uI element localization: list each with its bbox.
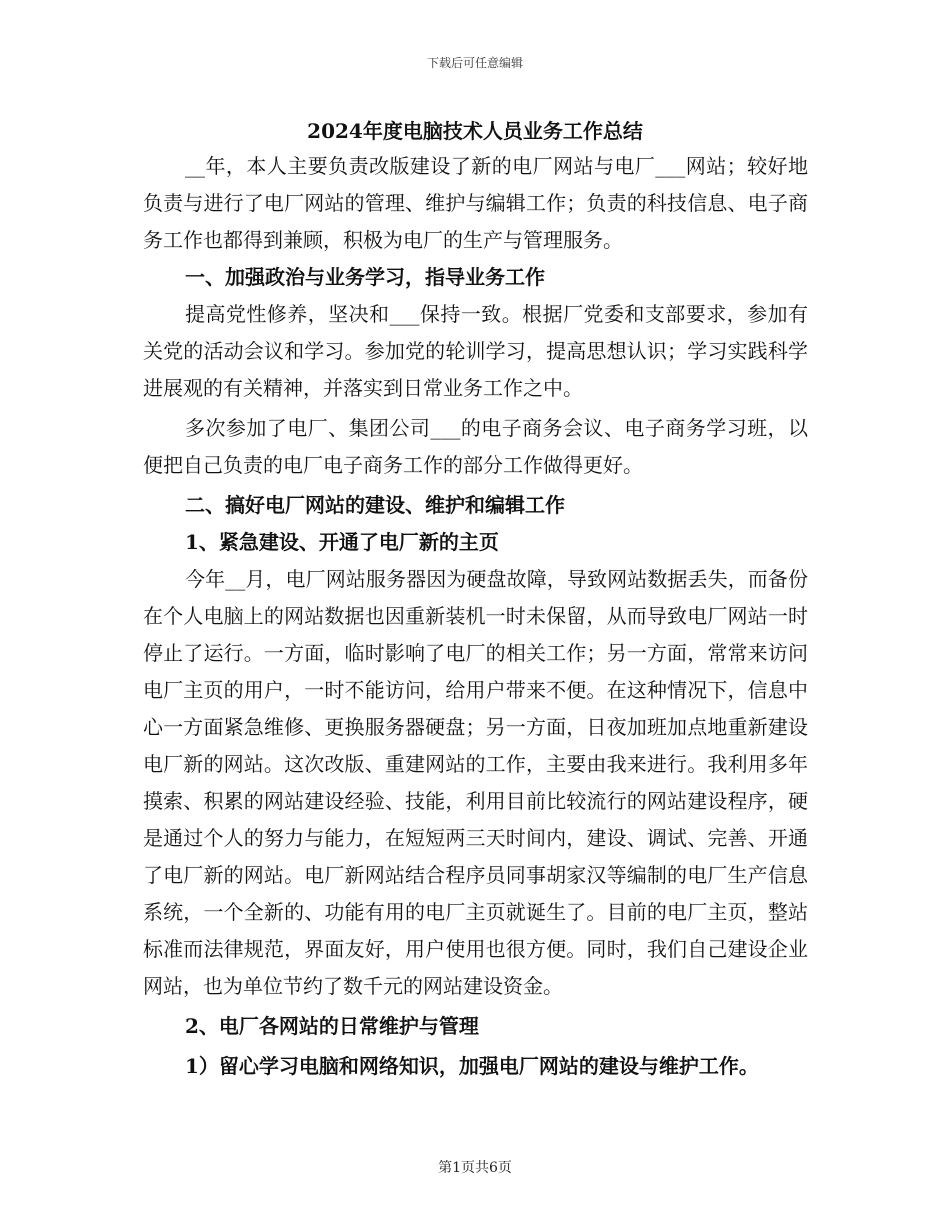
page-footer-number: 第1页共6页 bbox=[438, 1160, 512, 1176]
document-body bbox=[143, 148, 808, 1085]
paragraph-website-rebuild: 今年__月，电厂网站服务器因为硬盘故障，导致网站数据丢失，而备份在个人电脑上的网站数据也因重新装机一时未保留，从而导致电厂网站一时停止了运行。一方面，临时影响了电厂的相关工作；另一方面，常常来访问电厂主页的用户，一时不能访问，给用户带来不便。在这种情况下，信息中心一方面紧急维修、更换服务器硬盘；另一方面，日夜加班加点地重新建设电厂新的网站。这次改版、重建网站的工作，主要由我来进行。我利用多年摸索、积累的网站建设经验、技能，利用目前比较流行的网站建设程序，硬是通过个人的努力与能力，在短短两三天时间内，建设、调试、完善、开通了电厂新的网站。电厂新网站结合程序员同事胡家汉等编制的电厂生产信息系统，一个全新的、功能有用的电厂主页就诞生了。目前的电厂主页，整站标准而法律规范，界面友好，用户使用也很方便。同时，我们自己建设企业网站，也为单位节约了数千元的网站建设资金。 bbox=[143, 567, 808, 998]
page-header-note: 下载后可任意编辑 bbox=[426, 56, 523, 70]
list-item-1: 1）留心学习电脑和网络知识，加强电厂网站的建设与维护工作。 bbox=[185, 1054, 759, 1078]
section-heading-1: 一、加强政治与业务学习，指导业务工作 bbox=[185, 265, 545, 289]
document-title: 2024年度电脑技术人员业务工作总结 bbox=[307, 119, 643, 143]
paragraph-ecommerce: 多次参加了电厂、集团公司___的电子商务会议、电子商务学习班，以便把自己负责的电厂电子商务工作的部分工作做得更好。 bbox=[143, 416, 808, 477]
paragraph-intro: __年，本人主要负责改版建设了新的电厂网站与电厂___网站；较好地负责与进行了电厂网站的管理、维护与编辑工作；负责的科技信息、电子商务工作也都得到兼顾，积极为电厂的生产与管理服务。 bbox=[143, 154, 808, 252]
section-heading-2: 二、搞好电厂网站的建设、维护和编辑工作 bbox=[185, 493, 565, 517]
subsection-heading-1: 1、紧急建设、开通了电厂新的主页 bbox=[185, 530, 499, 554]
paragraph-politics: 提高党性修养，坚决和___保持一致。根据厂党委和支部要求，参加有关党的活动会议和学习。参加党的轮训学习，提高思想认识；学习实践科学进展观的有关精神，并落实到日常业务工作之中。 bbox=[143, 302, 808, 400]
subsection-heading-2: 2、电厂各网站的日常维护与管理 bbox=[185, 1014, 479, 1038]
